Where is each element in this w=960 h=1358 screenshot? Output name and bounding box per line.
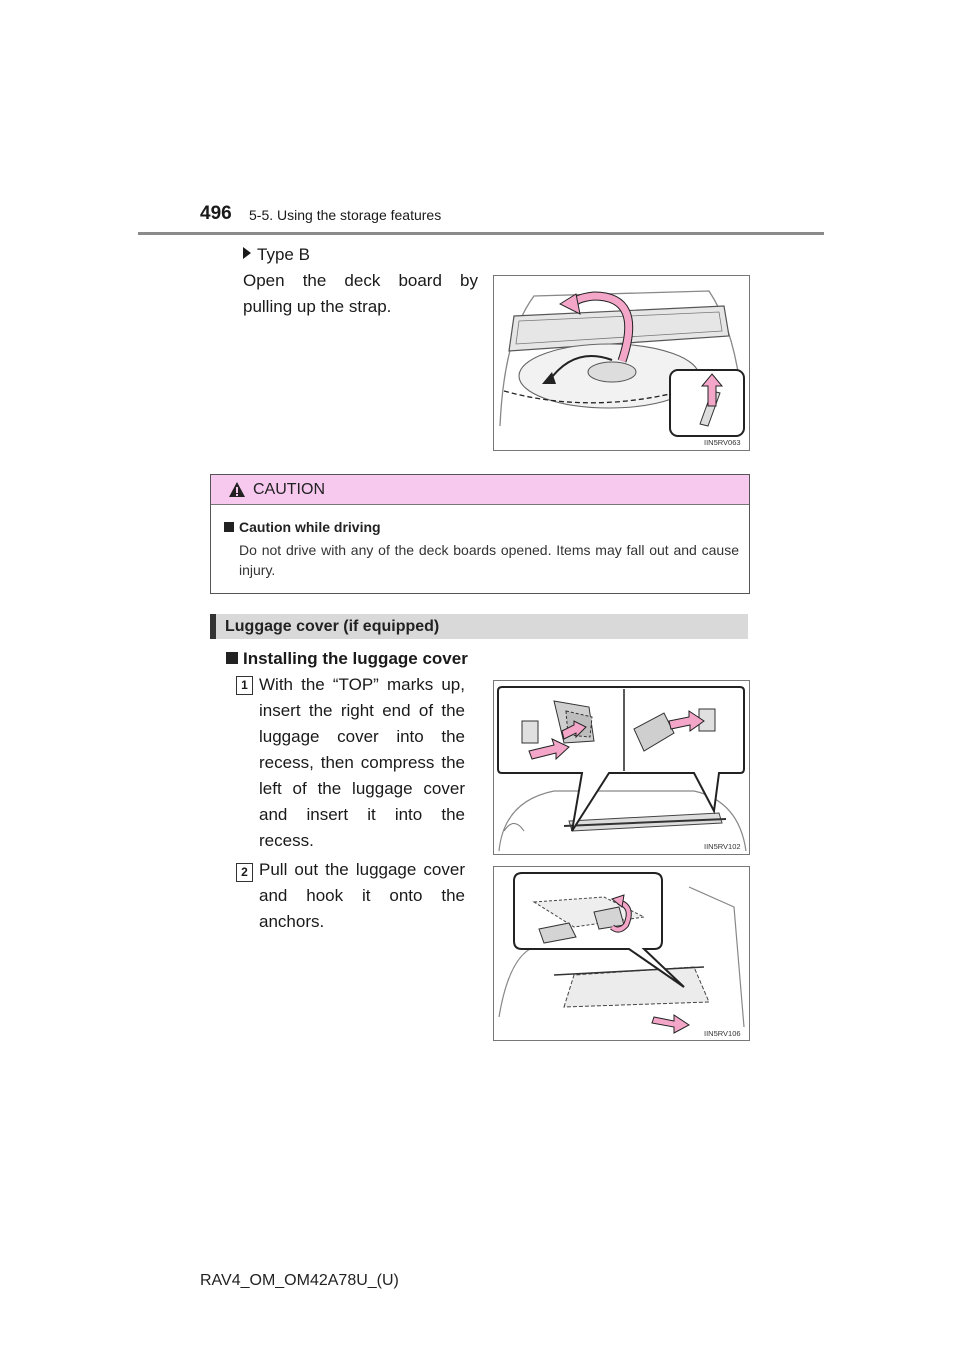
step-1-text: With the “TOP” marks up, insert the right end of the luggage cover into the recess, then compress the left of the luggage cover and insert it into the recess.	[259, 675, 465, 850]
caution-box	[210, 474, 750, 594]
caution-body: Do not drive with any of the deck boards opened. Items may fall out and cause injury.	[239, 542, 739, 578]
luggage-cover-header	[210, 614, 748, 639]
deck-board-drawing	[494, 276, 749, 450]
step-number-1: 1	[236, 676, 253, 695]
square-bullet-icon	[224, 522, 234, 532]
caution-header	[211, 475, 749, 505]
footer-doc-code: RAV4_OM_OM42A78U_(U)	[200, 1272, 399, 1289]
step-2-text: Pull out the luggage cover and hook it onto the anchors.	[259, 860, 465, 931]
figure-code: IIN5RV063	[704, 438, 741, 447]
figure-code: IIN5RV106	[704, 1029, 741, 1038]
warning-icon	[228, 481, 246, 498]
deck-board-illustration	[493, 275, 750, 451]
page-number: 496	[200, 203, 232, 224]
luggage-cover-anchor-drawing	[494, 867, 749, 1040]
luggage-cover-install-illustration	[493, 680, 750, 855]
install-heading: Installing the luggage cover	[226, 646, 468, 672]
step-number-2: 2	[236, 863, 253, 882]
square-bullet-icon	[226, 652, 238, 664]
luggage-cover-anchor-illustration	[493, 866, 750, 1041]
luggage-cover-title: Luggage cover (if equipped)	[225, 618, 440, 635]
figure-code: IIN5RV102	[704, 842, 741, 851]
triangle-bullet-icon	[243, 247, 251, 259]
deck-board-instruction: Open the deck board by pulling up the strap.	[243, 271, 478, 316]
section-title: 5-5. Using the storage features	[249, 207, 442, 223]
caution-subheading: Caution while driving	[224, 519, 381, 535]
section-marker	[210, 614, 216, 639]
type-b-label: Type B	[243, 242, 310, 268]
header-rule	[138, 232, 824, 235]
luggage-cover-install-drawing	[494, 681, 749, 854]
caution-title: CAUTION	[253, 481, 325, 498]
